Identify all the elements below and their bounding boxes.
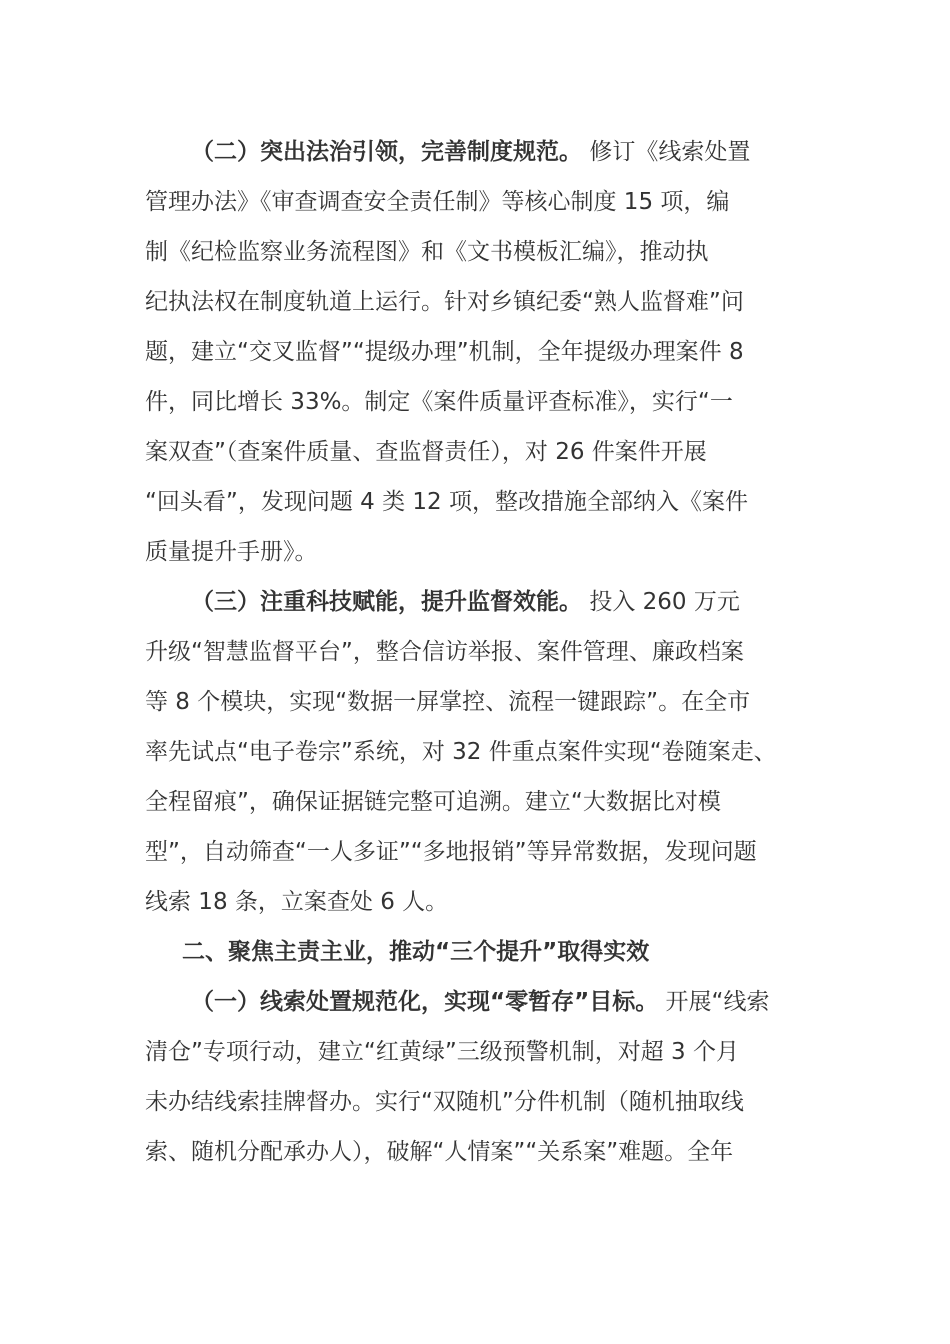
paragraph-line: 索、随机分配承办人），破解“人情案”“关系案”难题。全年: [145, 1139, 734, 1165]
paragraph-line: [145, 977, 810, 1027]
paragraph-line: 管理办法》《审查调查安全责任制》等核心制度 15 项，编: [145, 189, 730, 215]
paragraph-line: [145, 577, 810, 627]
paragraph-line: 质量提升手册》。: [145, 539, 318, 565]
paragraph-line: 型”，自动筛查“一人多证”“多地报销”等异常数据，发现问题: [145, 839, 757, 865]
line-text: 修订《线索处置: [589, 139, 751, 165]
paragraph-line: 升级“智慧监督平台”，整合信访举报、案件管理、廉政档案: [145, 639, 744, 665]
paragraph-line: 等 8 个模块，实现“数据一屏掌控、流程一键跟踪”。在全市: [145, 689, 751, 715]
paragraph-line: 全程留痕”，确保证据链完整可追溯。建立“大数据比对模: [145, 789, 721, 815]
paragraph-line: 件，同比增长 33%。制定《案件质量评查标准》，实行“一: [145, 389, 733, 415]
line-text: 开展“线索: [665, 989, 770, 1015]
paragraph-line: 未办结线索挂牌督办。实行“双随机”分件机制（随机抽取线: [145, 1089, 744, 1115]
paragraph-line: 清仓”专项行动，建立“红黄绿”三级预警机制，对超 3 个月: [145, 1039, 740, 1065]
paragraph-section-2: [145, 127, 810, 577]
line-text: 投入 260 万元: [589, 589, 740, 615]
paragraph-line: 制《纪检监察业务流程图》和《文书模板汇编》，推动执: [145, 239, 709, 265]
chapter-heading-paragraph: [145, 927, 810, 977]
document-body: [145, 127, 810, 1177]
paragraph-line: 案双查”（查案件质量、查监督责任），对 26 件案件开展: [145, 439, 707, 465]
paragraph-line: “回头看”，发现问题 4 类 12 项，整改措施全部纳入《案件: [145, 489, 748, 515]
paragraph-line: 纪执法权在制度轨道上运行。针对乡镇纪委“熟人监督难”问: [145, 289, 744, 315]
paragraph-line: [145, 127, 810, 177]
section-heading: （三）注重科技赋能，提升监督效能。: [191, 589, 582, 615]
paragraph-section-3: [145, 577, 810, 927]
section-heading: （二）突出法治引领，完善制度规范。: [191, 139, 582, 165]
paragraph-section-1: [145, 977, 810, 1177]
paragraph-line: 线索 18 条，立案查处 6 人。: [145, 889, 449, 915]
paragraph-line: 率先试点“电子卷宗”系统，对 32 件重点案件实现“卷随案走、: [145, 739, 777, 765]
chapter-heading: 二、聚焦主责主业，推动“三个提升”取得实效: [182, 939, 650, 965]
paragraph-line: 题，建立“交叉监督”“提级办理”机制，全年提级办理案件 8: [145, 339, 744, 365]
section-heading: （一）线索处置规范化，实现“零暂存”目标。: [191, 989, 659, 1015]
